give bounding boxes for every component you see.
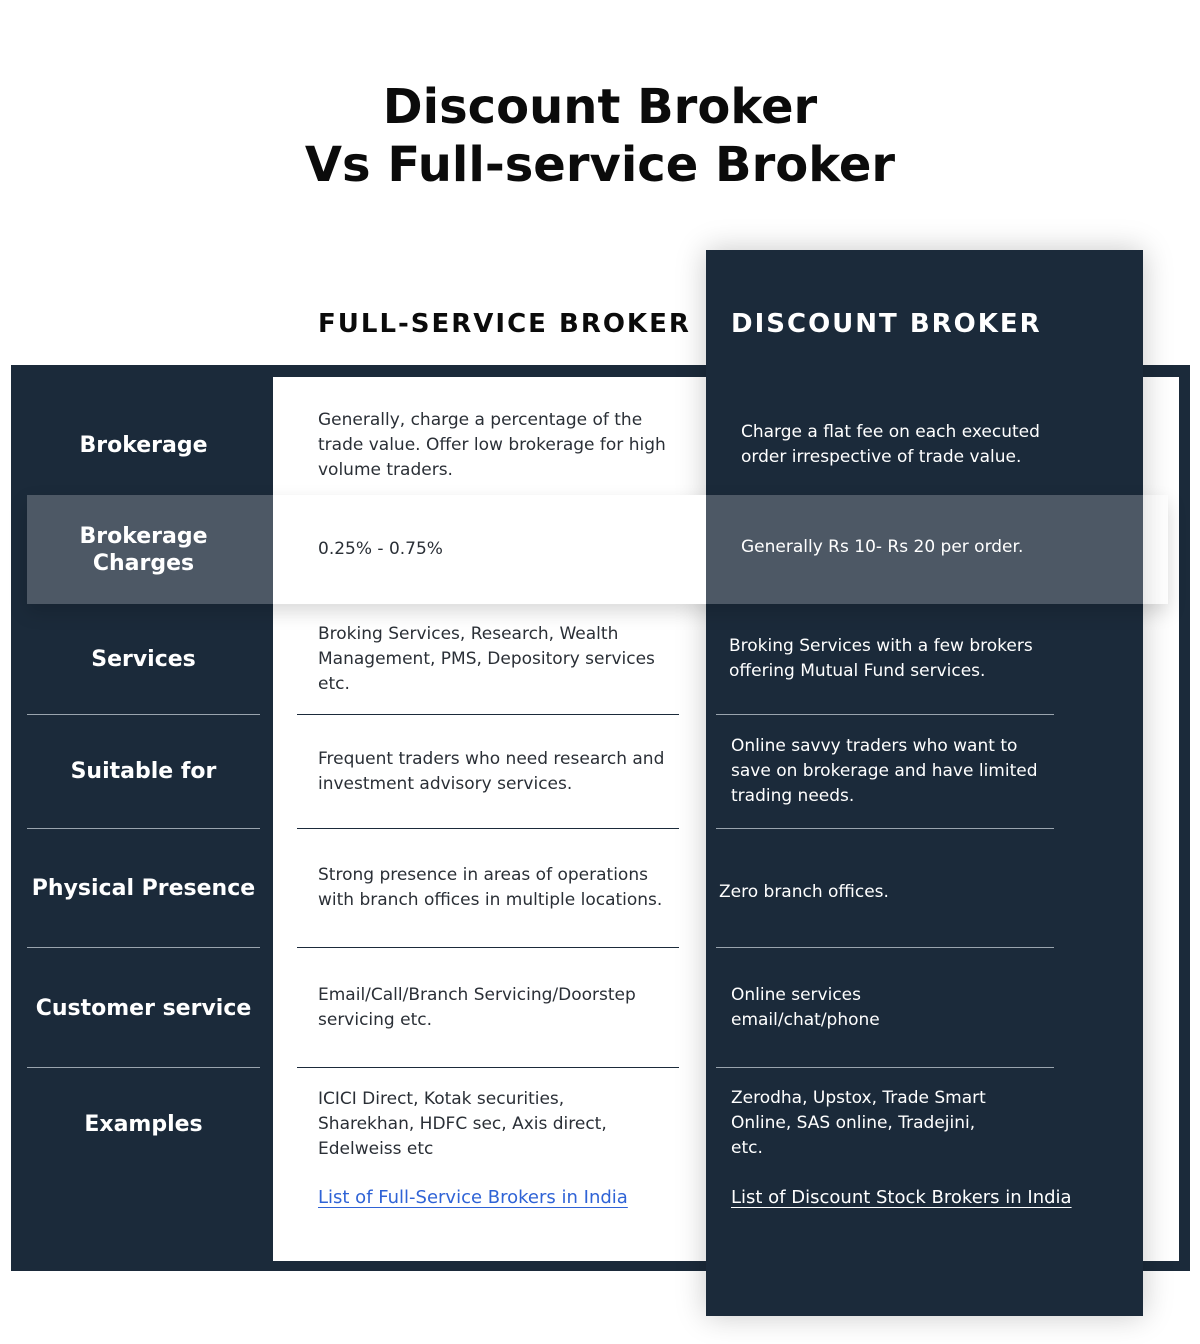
cell-discount-brokerage: Charge a flat fee on each executed order irrespective of trade value. <box>741 422 1040 467</box>
title-line-1: Discount Broker <box>382 79 818 135</box>
page-title <box>0 78 1200 194</box>
header-discount: DISCOUNT BROKER <box>731 309 1042 339</box>
row-label-brokerage: Brokerage <box>79 432 208 458</box>
cell-full-customer-service: Email/Call/Branch Servicing/Doorstep servicing etc. <box>318 985 636 1030</box>
cell-full-services: Broking Services, Research, Wealth Management, PMS, Depository services etc. <box>318 623 655 694</box>
divider <box>716 1067 1054 1068</box>
header-full-service: FULL-SERVICE BROKER <box>318 309 691 339</box>
title-line-2: Vs Full-service Broker <box>304 137 896 193</box>
cell-discount-services: Broking Services with a few brokers offering Mutual Fund services. <box>729 636 1033 681</box>
divider <box>297 1067 679 1068</box>
row-label-examples: Examples <box>84 1111 203 1137</box>
cell-full-examples: ICICI Direct, Kotak securities, Sharekhan, HDFC sec, Axis direct, Edelweiss etc <box>318 1089 607 1159</box>
discount-brokers-link[interactable]: List of Discount Stock Brokers in India <box>731 1187 1072 1208</box>
full-service-brokers-link[interactable]: List of Full-Service Brokers in India <box>318 1187 628 1208</box>
row-label-customer-service: Customer service <box>35 995 252 1021</box>
cell-discount-suitable-for: Online savvy traders who want to save on brokerage and have limited trading needs. <box>731 736 1038 806</box>
cell-full-brokerage-charges: 0.25% - 0.75% <box>318 539 443 559</box>
row-label-suitable-for: Suitable for <box>70 759 217 784</box>
row-label-physical-presence: Physical Presence <box>31 875 256 901</box>
cell-full-physical-presence: Strong presence in areas of operations with branch offices in multiple locations. <box>318 865 663 910</box>
cell-full-brokerage: Generally, charge a percentage of the trade value. Offer low brokerage for high volume traders. <box>318 409 666 480</box>
row-label-services: Services <box>91 646 196 672</box>
cell-discount-brokerage-charges: Generally Rs 10- Rs 20 per order. <box>741 537 1024 557</box>
divider <box>27 1067 260 1068</box>
cell-discount-physical-presence: Zero branch offices. <box>719 881 889 902</box>
cell-full-suitable-for: Frequent traders who need research and investment advisory services. <box>318 748 665 794</box>
cell-discount-examples: Zerodha, Upstox, Trade Smart Online, SAS online, Tradejini, etc. <box>731 1088 986 1158</box>
row-label-brokerage-charges: Brokerage Charges <box>79 523 208 576</box>
cell-discount-customer-service: Online services email/chat/phone <box>731 985 880 1030</box>
